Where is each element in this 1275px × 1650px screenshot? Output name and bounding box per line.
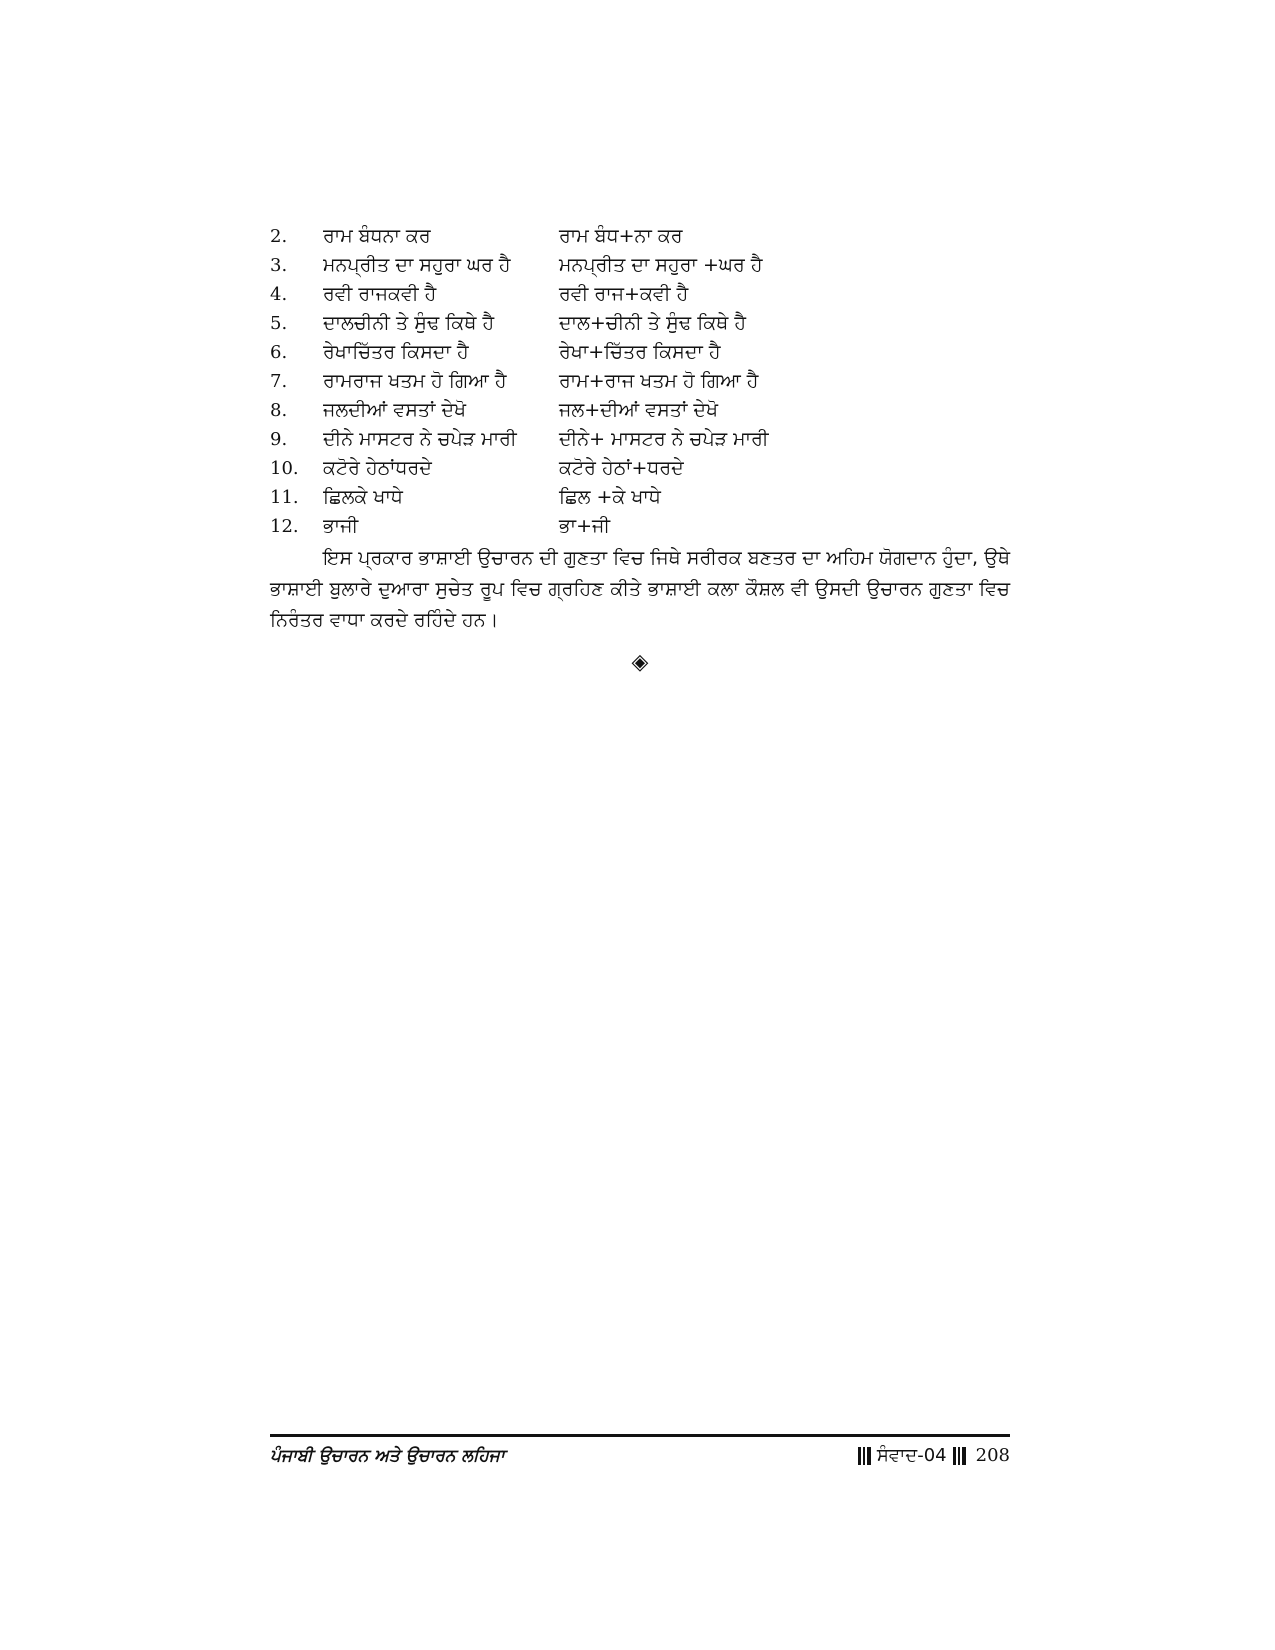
- example-number: 11.: [270, 487, 299, 508]
- example-row: [270, 251, 1010, 280]
- example-number: 9.: [270, 429, 288, 450]
- example-number: 5.: [270, 313, 288, 334]
- example-split-form: ਜਲ+ਦੀਆਂ ਵਸਤਾਂ ਦੇਖੋ: [559, 399, 718, 421]
- example-row: [270, 222, 1010, 251]
- example-row: [270, 367, 1010, 396]
- footer-book-title: ਪੰਜਾਬੀ ਉਚਾਰਨ ਅਤੇ ਉਚਾਰਨ ਲਹਿਜਾ: [270, 1445, 505, 1466]
- example-sentence: ਦੀਨੇ ਮਾਸਟਰ ਨੇ ਚਪੇੜ ਮਾਰੀ: [323, 428, 517, 450]
- example-sentence: ਦਾਲਚੀਨੀ ਤੇ ਸੁੰਢ ਕਿਥੇ ਹੈ: [323, 312, 495, 334]
- example-split-form: ਭਾ+ਜੀ: [559, 515, 611, 537]
- example-split-form: ਰਾਮ+ਰਾਜ ਖਤਮ ਹੋ ਗਿਆ ਹੈ: [559, 370, 759, 392]
- example-row: [270, 425, 1010, 454]
- example-list: [270, 222, 1010, 541]
- example-number: 6.: [270, 342, 288, 363]
- example-split-form: ਕਟੋਰੇ ਹੇਠਾਂ+ਧਰਦੇ: [559, 457, 684, 479]
- example-number: 4.: [270, 284, 288, 305]
- example-row: [270, 483, 1010, 512]
- example-row: [270, 396, 1010, 425]
- footer-journal-name: ਸੰਵਾਦ-04: [876, 1445, 947, 1466]
- example-number: 3.: [270, 255, 288, 276]
- example-split-form: ਦੀਨੇ+ ਮਾਸਟਰ ਨੇ ਚਪੇੜ ਮਾਰੀ: [559, 428, 769, 450]
- example-sentence: ਛਿਲਕੇ ਖਾਧੇ: [323, 486, 403, 508]
- example-row: [270, 338, 1010, 367]
- example-sentence: ਭਾਜੀ: [323, 515, 359, 537]
- example-sentence: ਰਾਮਰਾਜ ਖਤਮ ਹੋ ਗਿਆ ਹੈ: [323, 370, 507, 392]
- example-split-form: ਰਾਮ ਬੰਧ+ਨਾ ਕਰ: [559, 225, 683, 247]
- example-row: [270, 280, 1010, 309]
- example-number: 12.: [270, 516, 299, 537]
- page-number: 208: [975, 1445, 1010, 1466]
- example-split-form: ਛਿਲ +ਕੇ ਖਾਧੇ: [559, 486, 661, 508]
- example-number: 2.: [270, 226, 288, 247]
- example-sentence: ਰਵੀ ਰਾਜਕਵੀ ਹੈ: [323, 283, 437, 305]
- page-footer: [270, 1434, 1010, 1466]
- example-split-form: ਮਨਪ੍ਰੀਤ ਦਾ ਸਹੁਰਾ +ਘਰ ਹੈ: [559, 254, 763, 276]
- footer-journal-info: [858, 1445, 1010, 1466]
- example-row: [270, 512, 1010, 541]
- example-number: 10.: [270, 458, 299, 479]
- example-row: [270, 309, 1010, 338]
- example-sentence: ਕਟੋਰੇ ਹੇਠਾਂਧਰਦੇ: [323, 457, 432, 479]
- example-sentence: ਰੇਖਾਚਿੱਤਰ ਕਿਸਦਾ ਹੈ: [323, 341, 469, 363]
- example-split-form: ਰਵੀ ਰਾਜ+ਕਵੀ ਹੈ: [559, 283, 689, 305]
- page-content: [270, 222, 1010, 676]
- body-paragraph: ਇਸ ਪ੍ਰਕਾਰ ਭਾਸ਼ਾਈ ਉਚਾਰਨ ਦੀ ਗੁਣਤਾ ਵਿਚ ਜਿਥੇ ਸਰੀਰਕ ਬਣਤਰ ਦਾ ਅਹਿਮ ਯੋਗਦਾਨ ਹੁੰਦਾ, ਉਥੇ ਭਾਸ਼ਾਈ ਬੁਲਾਰੇ ਦੁਆਰਾ ਸੁਚੇਤ ਰੂਪ ਵਿਚ ਗ੍ਰਹਿਣ ਕੀਤੇ ਭਾਸ਼ਾਈ ਕਲਾ ਕੌਸ਼ਲ ਵੀ ਉਸਦੀ ਉਚਾਰਨ ਗੁਣਤਾ ਵਿਚ ਨਿਰੰਤਰ ਵਾਧਾ ਕਰਦੇ ਰਹਿੰਦੇ ਹਨ।: [270, 547, 1010, 631]
- example-number: 8.: [270, 400, 288, 421]
- example-split-form: ਰੇਖਾ+ਚਿੱਤਰ ਕਿਸਦਾ ਹੈ: [559, 341, 721, 363]
- example-split-form: ਦਾਲ+ਚੀਨੀ ਤੇ ਸੁੰਢ ਕਿਥੇ ਹੈ: [559, 312, 747, 334]
- example-row: [270, 454, 1010, 483]
- barcode-bars-icon: [953, 1447, 966, 1465]
- example-sentence: ਮਨਪ੍ਰੀਤ ਦਾ ਸਹੁਰਾ ਘਰ ਹੈ: [323, 254, 511, 276]
- example-sentence: ਜਲਦੀਆਂ ਵਸਤਾਂ ਦੇਖੋ: [323, 399, 467, 421]
- section-end-ornament: ◈: [631, 650, 649, 675]
- example-sentence: ਰਾਮ ਬੰਧਨਾ ਕਰ: [323, 225, 431, 247]
- example-number: 7.: [270, 371, 288, 392]
- barcode-bars-icon: [858, 1447, 871, 1465]
